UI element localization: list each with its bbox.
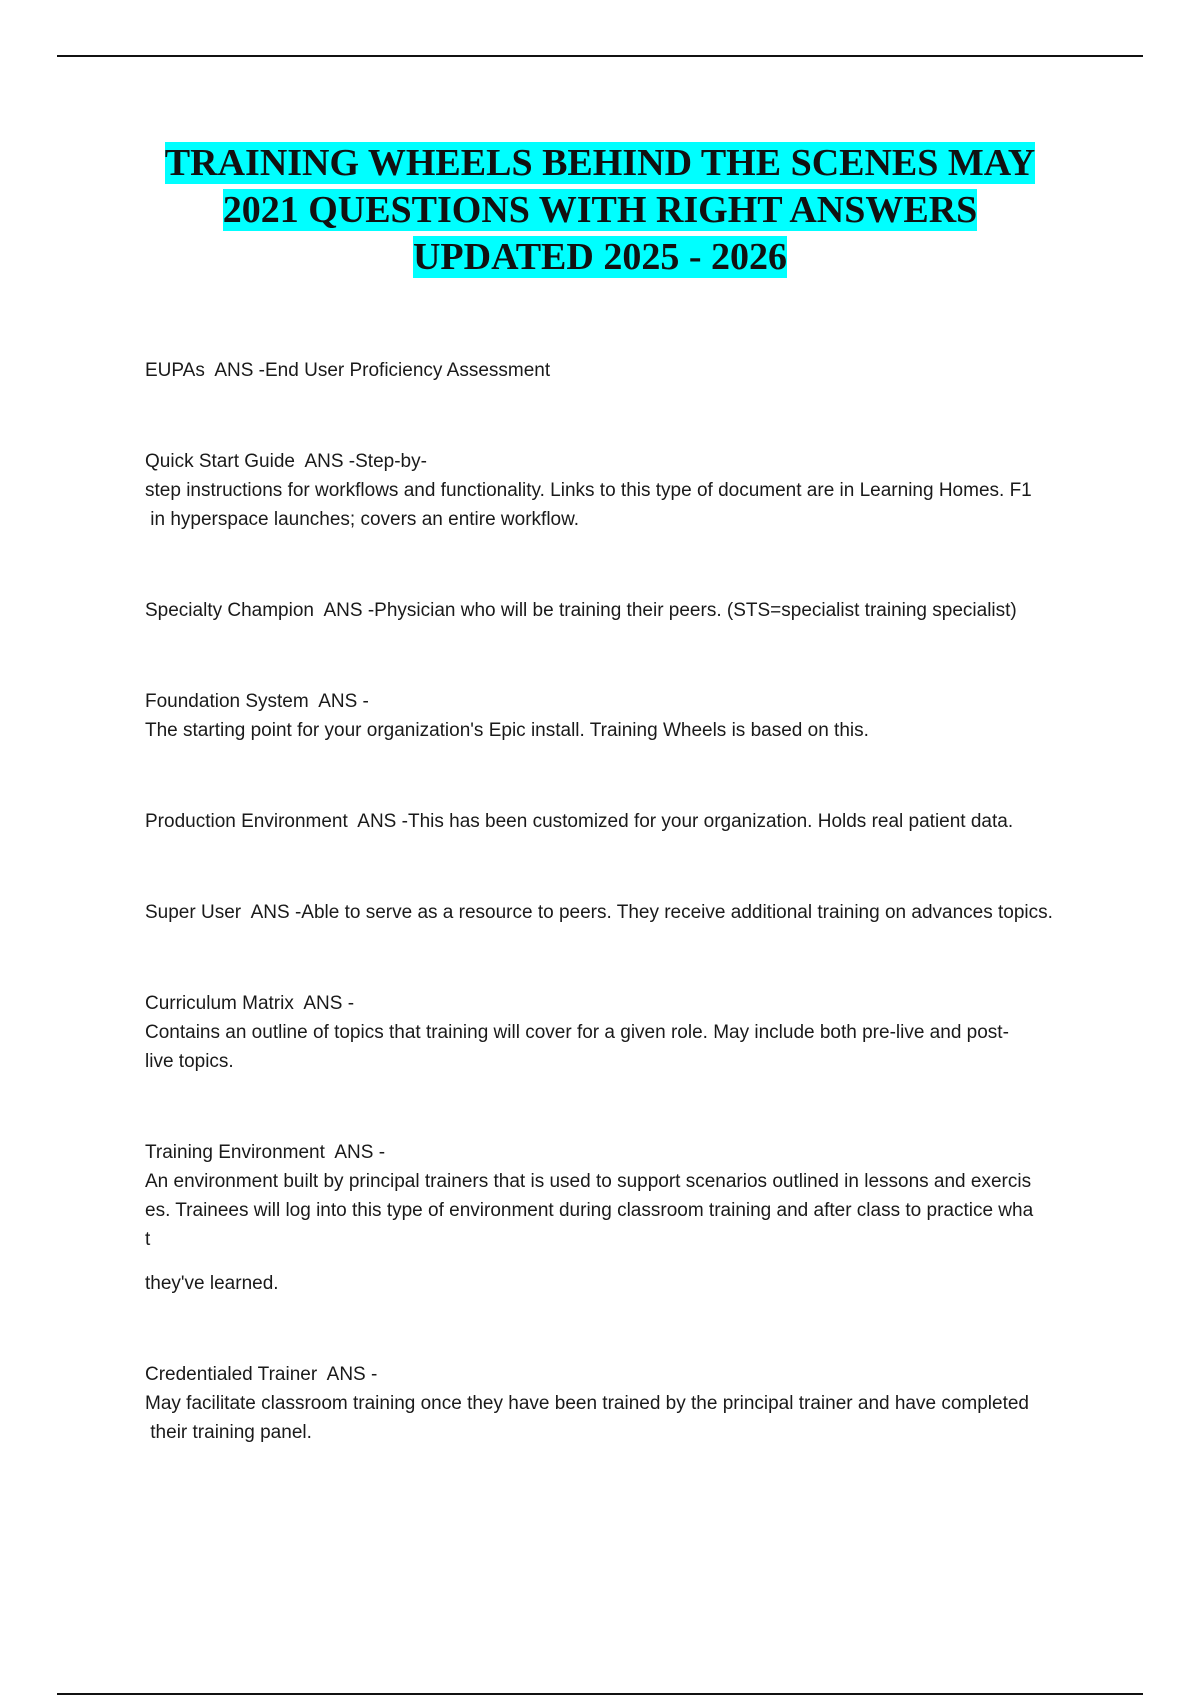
title-line-2: 2021 QUESTIONS WITH RIGHT ANSWERS: [222, 189, 978, 231]
question-line: Credentialed Trainer ANS -: [145, 1364, 378, 1385]
qa-entry: [145, 596, 1095, 625]
qa-entry: [145, 898, 1095, 927]
answer-line: their training panel.: [145, 1422, 312, 1443]
answer-line: es. Trainees will log into this type of environment during classroom training and after class to practice wha: [145, 1200, 1034, 1221]
question-line: EUPAs ANS -End User Proficiency Assessment: [145, 360, 551, 381]
qa-entry: [145, 447, 1095, 534]
answer-line: t: [145, 1229, 151, 1250]
question-line: Production Environment ANS -This has been customized for your organization. Holds real patient data.: [145, 811, 1014, 832]
answer-line: An environment built by principal trainers that is used to support scenarios outlined in lessons and exercis: [145, 1171, 1032, 1192]
qa-entry: [145, 1138, 1095, 1298]
question-line: Super User ANS -Able to serve as a resource to peers. They receive additional training on advances topics.: [145, 902, 1053, 923]
answer-line: The starting point for your organization's Epic install. Training Wheels is based on this.: [145, 720, 869, 741]
answer-line: they've learned.: [145, 1273, 279, 1294]
document-title: [120, 140, 1080, 281]
qa-list: [145, 356, 1095, 1447]
title-line-3: UPDATED 2025 - 2026: [412, 236, 787, 278]
qa-entry: [145, 989, 1095, 1076]
question-line: Quick Start Guide ANS -Step-by-: [145, 451, 427, 472]
answer-line: Contains an outline of topics that training will cover for a given role. May include both pre-live and post-: [145, 1022, 1009, 1043]
qa-entry: [145, 356, 1095, 385]
title-line-1: TRAINING WHEELS BEHIND THE SCENES MAY: [164, 142, 1036, 184]
answer-line: step instructions for workflows and functionality. Links to this type of document are in Learning Homes. F1: [145, 480, 1032, 501]
answer-line: May facilitate classroom training once they have been trained by the principal trainer and have completed: [145, 1393, 1030, 1414]
qa-entry: [145, 807, 1095, 836]
qa-entry: [145, 687, 1095, 745]
answer-line: live topics.: [145, 1051, 234, 1072]
answer-line: in hyperspace launches; covers an entire workflow.: [145, 509, 580, 530]
qa-entry: [145, 1360, 1095, 1447]
bottom-rule: [57, 1693, 1143, 1695]
top-rule: [57, 55, 1143, 57]
question-line: Training Environment ANS -: [145, 1142, 386, 1163]
question-line: Specialty Champion ANS -Physician who will be training their peers. (STS=specialist training specialist): [145, 600, 1017, 621]
question-line: Curriculum Matrix ANS -: [145, 993, 355, 1014]
question-line: Foundation System ANS -: [145, 691, 369, 712]
